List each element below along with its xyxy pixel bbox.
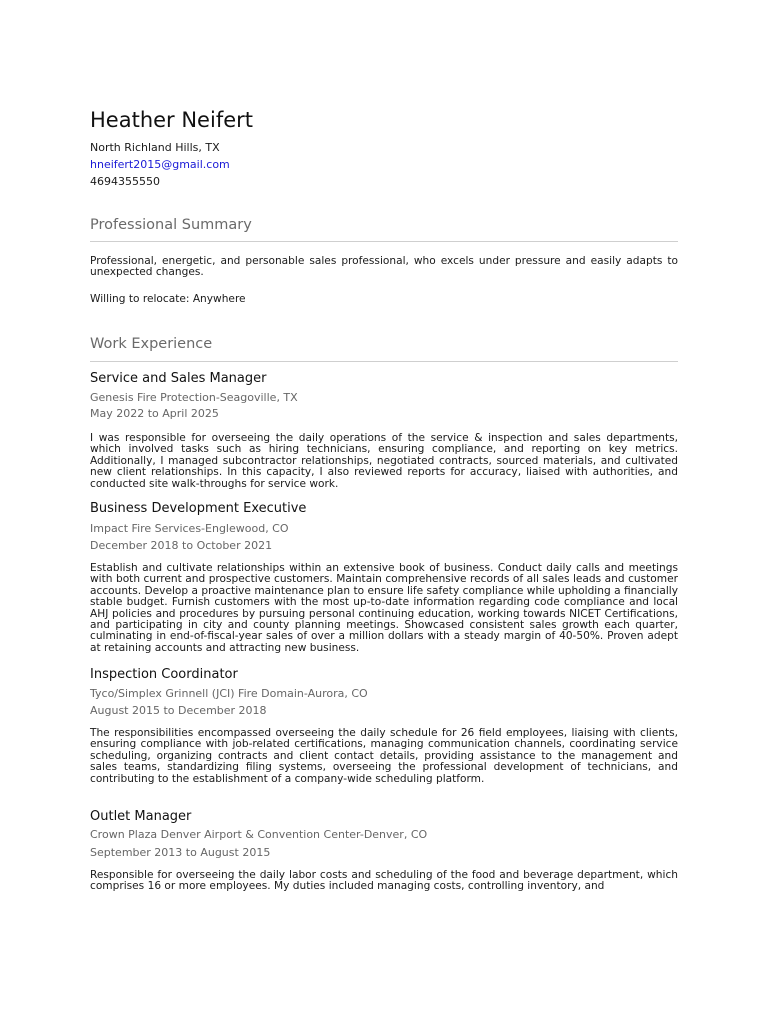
job-title: Inspection Coordinator	[90, 667, 238, 682]
candidate-name: Heather Neifert	[90, 108, 253, 132]
relocate-text: Willing to relocate: Anywhere	[90, 293, 246, 305]
job-description: The responsibilities encompassed overseeing the daily schedule for 26 field employees, liaising with clients, ensuring compliance with job-related certifications, managing communication channels, coordinating service scheduling, organizing contracts and client contact details, providing assistance to the management and sales teams, standardizing filing systems, overseeing the professional development of technicians, and contributing to the establishment of a company-wide scheduling platform.	[90, 727, 678, 785]
job-description: I was responsible for overseeing the daily operations of the service & inspection and sales departments, which involved tasks such as hiring technicians, ensuring compliance, and reporting on key metrics. Additionally, I managed subcontractor relationships, negotiated contracts, sourced materials, and cultivated new client relationships. In this capacity, I also reviewed reports for accuracy, liaised with authorities, and conducted site walk-throughs for service work.	[90, 432, 678, 490]
job-dates: September 2013 to August 2015	[90, 846, 271, 859]
summary-text: Professional, energetic, and personable sales professional, who excels under pressure and easily adapts to unexpected changes.	[90, 255, 678, 279]
job-title: Service and Sales Manager	[90, 371, 267, 386]
location: North Richland Hills, TX	[90, 141, 220, 154]
job-company: Crown Plaza Denver Airport & Convention Center-Denver, CO	[90, 828, 428, 841]
job-dates: May 2022 to April 2025	[90, 407, 219, 420]
summary-heading: Professional Summary	[90, 217, 252, 233]
summary-divider	[90, 241, 678, 242]
job-description: Responsible for overseeing the daily labor costs and scheduling of the food and beverage department, which comprises 16 or more employees. My duties included managing costs, controlling inventory, and	[90, 869, 678, 893]
job-dates: December 2018 to October 2021	[90, 539, 273, 552]
experience-divider	[90, 361, 678, 362]
job-description: Establish and cultivate relationships within an extensive book of business. Conduct daily calls and meetings with both current and prospective customers. Maintain comprehensive records of all sales leads and customer accounts. Develop a proactive maintenance plan to ensure life safety compliance while upholding a financially stable budget. Furnish customers with the most up-to-date information regarding code compliance and local AHJ policies and procedures by pursuing personal continuing education, working towards NICET Certifications, and participating in city and county planning meetings. Showcased consistent sales growth each quarter, culminating in end-of-fiscal-year sales of over a million dollars with a steady margin of 40-50%. Proven adept at retaining accounts and attracting new business.	[90, 562, 678, 654]
email-link[interactable]: hneifert2015@gmail.com	[90, 158, 230, 171]
job-company: Tyco/Simplex Grinnell (JCI) Fire Domain-Aurora, CO	[90, 687, 368, 700]
job-title: Business Development Executive	[90, 501, 307, 516]
phone: 4694355550	[90, 175, 160, 188]
experience-heading: Work Experience	[90, 336, 213, 352]
job-company: Impact Fire Services-Englewood, CO	[90, 522, 289, 535]
job-company: Genesis Fire Protection-Seagoville, TX	[90, 391, 298, 404]
job-dates: August 2015 to December 2018	[90, 704, 267, 717]
job-title: Outlet Manager	[90, 809, 192, 824]
